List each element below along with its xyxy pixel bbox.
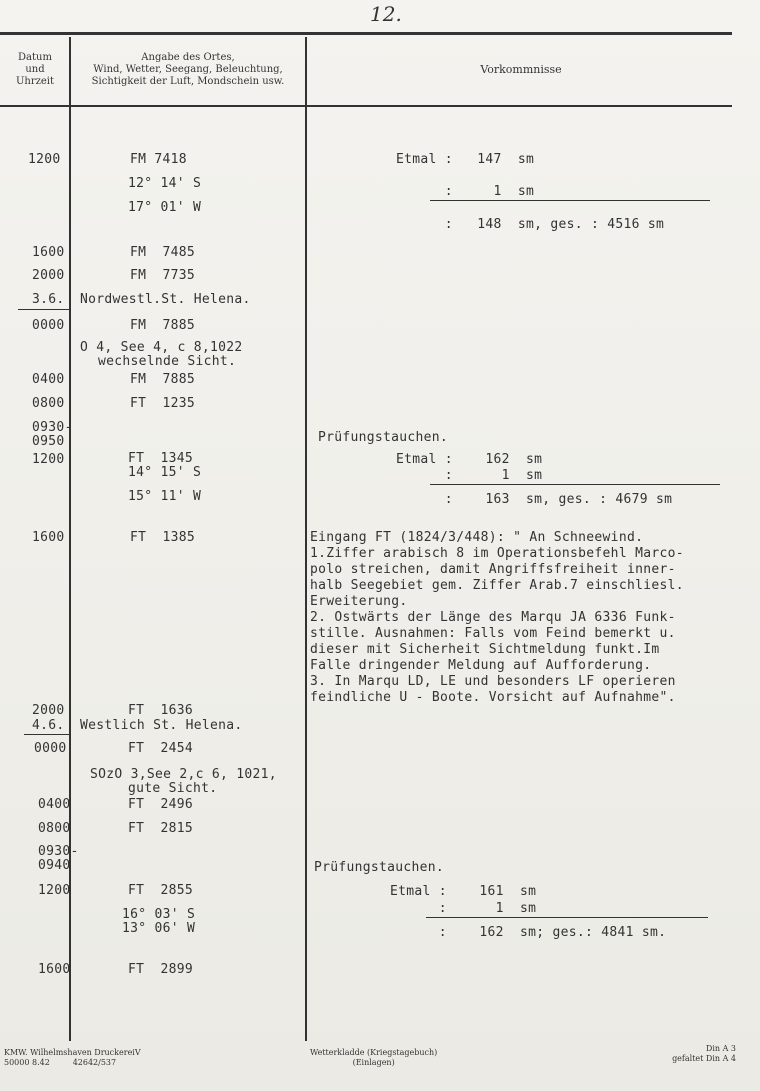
- position-entry: FM 7885: [130, 318, 196, 333]
- radio-message: 3. In Marqu LD, LE und besonders LF operieren: [310, 674, 676, 689]
- position-entry: FT 2899: [128, 962, 194, 977]
- position-entry: FT 2454: [128, 741, 194, 756]
- position-entry: FM 7735: [130, 268, 196, 283]
- position-entry: 14° 15' S: [128, 465, 202, 480]
- radio-message: 1.Ziffer arabisch 8 im Operationsbefehl Marco-: [310, 546, 684, 561]
- position-entry: FT 2815: [128, 821, 194, 836]
- time-entry: 0930-: [38, 844, 79, 859]
- etmal-total: : 148 sm, ges. : 4516 sm: [396, 217, 665, 232]
- time-entry: 0400: [32, 372, 65, 387]
- position-entry: FT 1345: [128, 451, 194, 466]
- radio-message: Eingang FT (1824/3/448): " An Schneewind.: [310, 530, 644, 545]
- date-entry: 3.6.: [32, 292, 65, 307]
- time-entry: 1200: [32, 452, 65, 467]
- position-entry: 12° 14' S: [128, 176, 202, 191]
- footer-title: Wetterkladde (Kriegstagebuch) (Einlagen): [310, 1048, 438, 1067]
- time-entry: 0950: [32, 434, 65, 449]
- time-entry: 1200: [38, 883, 71, 898]
- etmal-line: : 1 sm: [390, 901, 537, 916]
- header-bottom-rule: [0, 105, 732, 107]
- weather-entry: wechselnde Sicht.: [98, 354, 237, 369]
- sum-rule: [426, 917, 708, 918]
- date-underline: [24, 734, 70, 735]
- position-entry: FT 1235: [130, 396, 196, 411]
- position-entry: FT 2496: [128, 797, 194, 812]
- etmal-total: : 163 sm, ges. : 4679 sm: [396, 492, 673, 507]
- position-entry: FM 7418: [130, 152, 187, 167]
- header-vorkommnisse: Vorkommnisse: [480, 63, 562, 76]
- radio-message: halb Seegebiet gem. Ziffer Arab.7 einschliesl.: [310, 578, 684, 593]
- sum-rule: [430, 484, 720, 485]
- position-entry: 16° 03' S: [122, 907, 196, 922]
- position-entry: FM 7885: [130, 372, 196, 387]
- time-entry: 0800: [32, 396, 65, 411]
- time-entry: 0800: [38, 821, 71, 836]
- date-entry: 4.6.: [32, 718, 65, 733]
- etmal-line: Etmal : 162 sm: [396, 452, 543, 467]
- time-entry: 2000: [32, 268, 65, 283]
- sum-rule: [430, 200, 710, 201]
- time-entry: 0400: [38, 797, 71, 812]
- position-entry: Nordwestl.St. Helena.: [80, 292, 251, 307]
- header-top-rule: [0, 32, 732, 35]
- position-entry: FT 1385: [130, 530, 196, 545]
- page-number: 12.: [370, 2, 402, 26]
- time-entry: 0000: [34, 741, 67, 756]
- weather-entry: SOzO 3,See 2,c 6, 1021,: [90, 767, 277, 782]
- header-angabe: Angabe des Ortes, Wind, Wetter, Seegang, Beleuchtung, Sichtigkeit der Luft, Mondschein usw.: [91, 52, 285, 87]
- time-entry: 2000: [32, 703, 65, 718]
- position-entry: FT 1636: [128, 703, 194, 718]
- etmal-line: Etmal : 147 sm: [396, 152, 535, 167]
- radio-message: Falle dringender Meldung auf Aufforderung.: [310, 658, 652, 673]
- radio-message: Erweiterung.: [310, 594, 408, 609]
- etmal-total: : 162 sm; ges.: 4841 sm.: [390, 925, 667, 940]
- radio-message: 2. Ostwärts der Länge des Marqu JA 6336 Funk-: [310, 610, 676, 625]
- time-entry: 0940: [38, 858, 71, 873]
- time-entry: 0000: [32, 318, 65, 333]
- time-entry: 1600: [32, 530, 65, 545]
- event-entry: Prüfungstauchen.: [318, 430, 449, 445]
- position-entry: 13° 06' W: [122, 921, 196, 936]
- weather-entry: gute Sicht.: [128, 781, 218, 796]
- position-entry: 17° 01' W: [128, 200, 202, 215]
- time-entry: 1600: [32, 245, 65, 260]
- radio-message: stille. Ausnahmen: Falls vom Feind bemerkt u.: [310, 626, 676, 641]
- event-entry: Prüfungstauchen.: [314, 860, 445, 875]
- position-entry: FT 2855: [128, 883, 194, 898]
- position-entry: 15° 11' W: [128, 489, 202, 504]
- time-entry: 1600: [38, 962, 71, 977]
- etmal-line: : 1 sm: [396, 184, 535, 199]
- footer-printer: KMW. Wilhelmshaven DruckereiV 50000 8.42 42642/537: [4, 1048, 141, 1067]
- header-datum: Datum und Uhrzeit: [15, 52, 55, 87]
- column-divider-2: [305, 37, 307, 1041]
- weather-entry: O 4, See 4, c 8,1022: [80, 340, 243, 355]
- radio-message: polo streichen, damit Angriffsfreiheit inner-: [310, 562, 676, 577]
- etmal-line: : 1 sm: [396, 468, 543, 483]
- date-underline: [18, 309, 70, 310]
- time-entry: 0930-: [32, 420, 73, 435]
- etmal-line: Etmal : 161 sm: [390, 884, 537, 899]
- radio-message: feindliche U - Boote. Vorsicht auf Aufnahme".: [310, 690, 676, 705]
- radio-message: dieser mit Sicherheit Sichtmeldung funkt.Im: [310, 642, 660, 657]
- time-entry: 1200: [28, 152, 61, 167]
- footer-format: Din A 3 gefaltet Din A 4: [672, 1044, 736, 1063]
- position-entry: Westlich St. Helena.: [80, 718, 243, 733]
- position-entry: FM 7485: [130, 245, 196, 260]
